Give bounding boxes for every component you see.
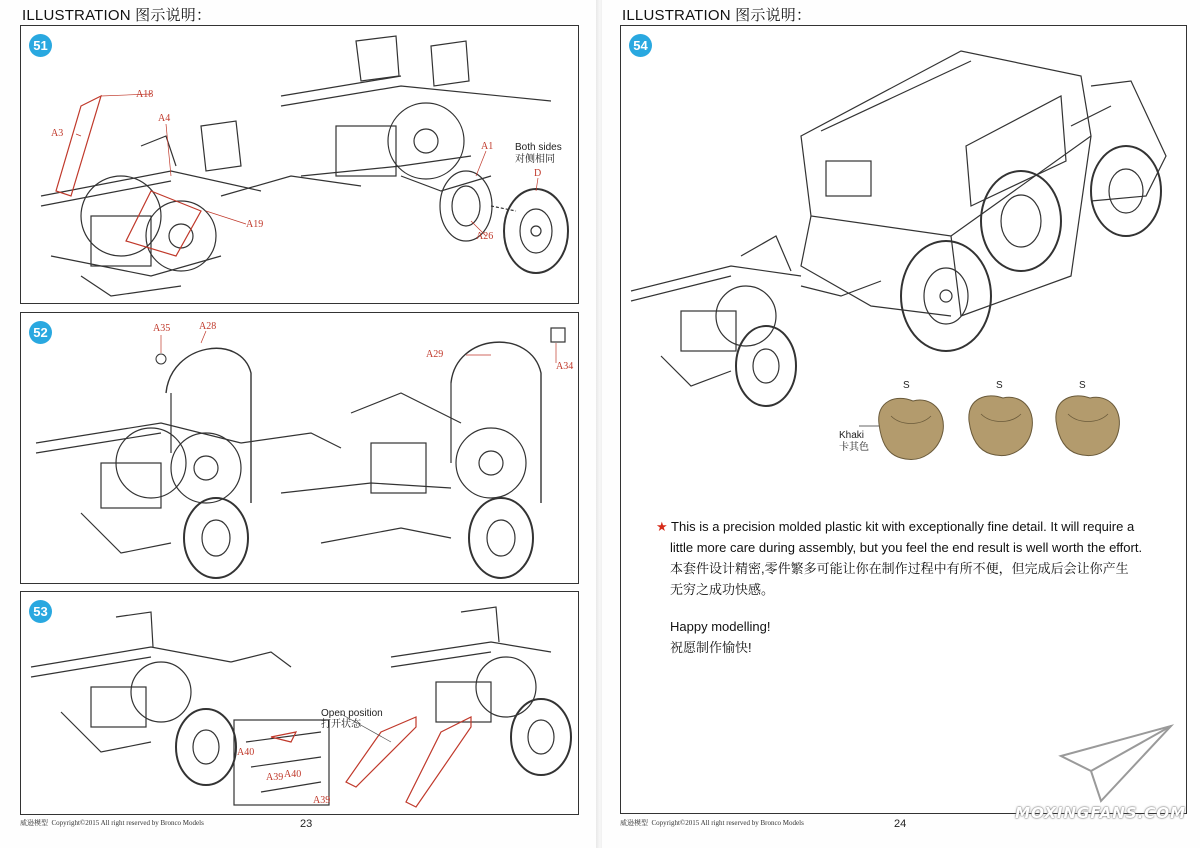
part-label-a35: A35: [153, 323, 171, 334]
happy-modelling-en: Happy modelling!: [670, 619, 771, 634]
step-number-badge: 52: [29, 321, 52, 344]
part-label-a40: A40: [237, 747, 255, 758]
step-53-panel: [20, 591, 579, 815]
khaki-color-label: Khaki: [839, 430, 865, 441]
footer-copyright-text: Copyright©2015 All right reserved by Bronco Models: [651, 819, 804, 827]
open-position-note: Open position: [321, 708, 383, 719]
part-label-a34: A34: [556, 361, 574, 372]
step-52-panel: [20, 312, 579, 584]
message-line-1: This is a precision molded plastic kit with exceptionally fine detail. It will require a: [671, 519, 1135, 534]
seat-part-label: S: [996, 380, 1003, 391]
part-label-a39-second: A39: [313, 795, 331, 806]
star-icon: ★: [656, 519, 668, 534]
open-position-note-cn: 打开状态: [321, 719, 361, 730]
page-header: ILLUSTRATION 图示说明：: [622, 7, 812, 24]
step-52-illustration: [21, 313, 578, 583]
page-number: 24: [894, 818, 907, 830]
site-watermark: MOXINGFANS.COM: [1015, 804, 1186, 822]
footer-brand: 威逊模型: [20, 819, 48, 827]
footer-copyright: [20, 818, 204, 828]
part-label-a39: A39: [266, 772, 284, 783]
page-23: [0, 0, 598, 848]
message-line-2: little more care during assembly, but you feel the end result is well worth the effort.: [670, 540, 1143, 555]
happy-modelling-cn: 祝愿制作愉快!: [670, 640, 752, 655]
part-label-d: D: [534, 168, 542, 179]
part-label-a19: A19: [246, 219, 264, 230]
part-label-a3: A3: [51, 128, 64, 139]
step-51-panel: [20, 25, 579, 304]
page-24: [602, 0, 1200, 848]
seat-part-label: S: [903, 380, 910, 391]
both-sides-note-cn: 对侧相同: [515, 154, 555, 165]
both-sides-note: Both sides: [515, 142, 562, 153]
part-label-a26: A26: [476, 231, 494, 242]
footer-copyright: [620, 818, 804, 828]
page-number: 23: [300, 818, 313, 830]
step-51-illustration: [21, 26, 578, 303]
step-number-badge: 54: [629, 34, 652, 57]
step-53-illustration: [21, 592, 578, 814]
part-label-a28: A28: [199, 321, 217, 332]
khaki-color-label-cn: 卡其色: [839, 442, 869, 453]
message-cn-2: 无穷之成功快感。: [670, 582, 775, 597]
part-label-a29: A29: [426, 349, 444, 360]
part-label-a1: A1: [481, 141, 494, 152]
step-number-badge: 53: [29, 600, 52, 623]
part-label-a40-second: A40: [284, 769, 302, 780]
seat-part-label: S: [1079, 380, 1086, 391]
footer-copyright-text: Copyright©2015 All right reserved by Bronco Models: [51, 819, 204, 827]
step-54-panel: [620, 25, 1187, 814]
step-number-badge: 51: [29, 34, 52, 57]
part-label-a18: A18: [136, 89, 154, 100]
message-cn-1: 本套件设计精密,零件繁多可能让你在制作过程中有所不便，但完成后会让你产生: [670, 561, 1129, 576]
paper-plane-icon: [621, 26, 1186, 813]
part-label-a4: A4: [158, 113, 171, 124]
page-header: ILLUSTRATION 图示说明：: [22, 7, 212, 24]
footer-brand: 威逊模型: [620, 819, 648, 827]
